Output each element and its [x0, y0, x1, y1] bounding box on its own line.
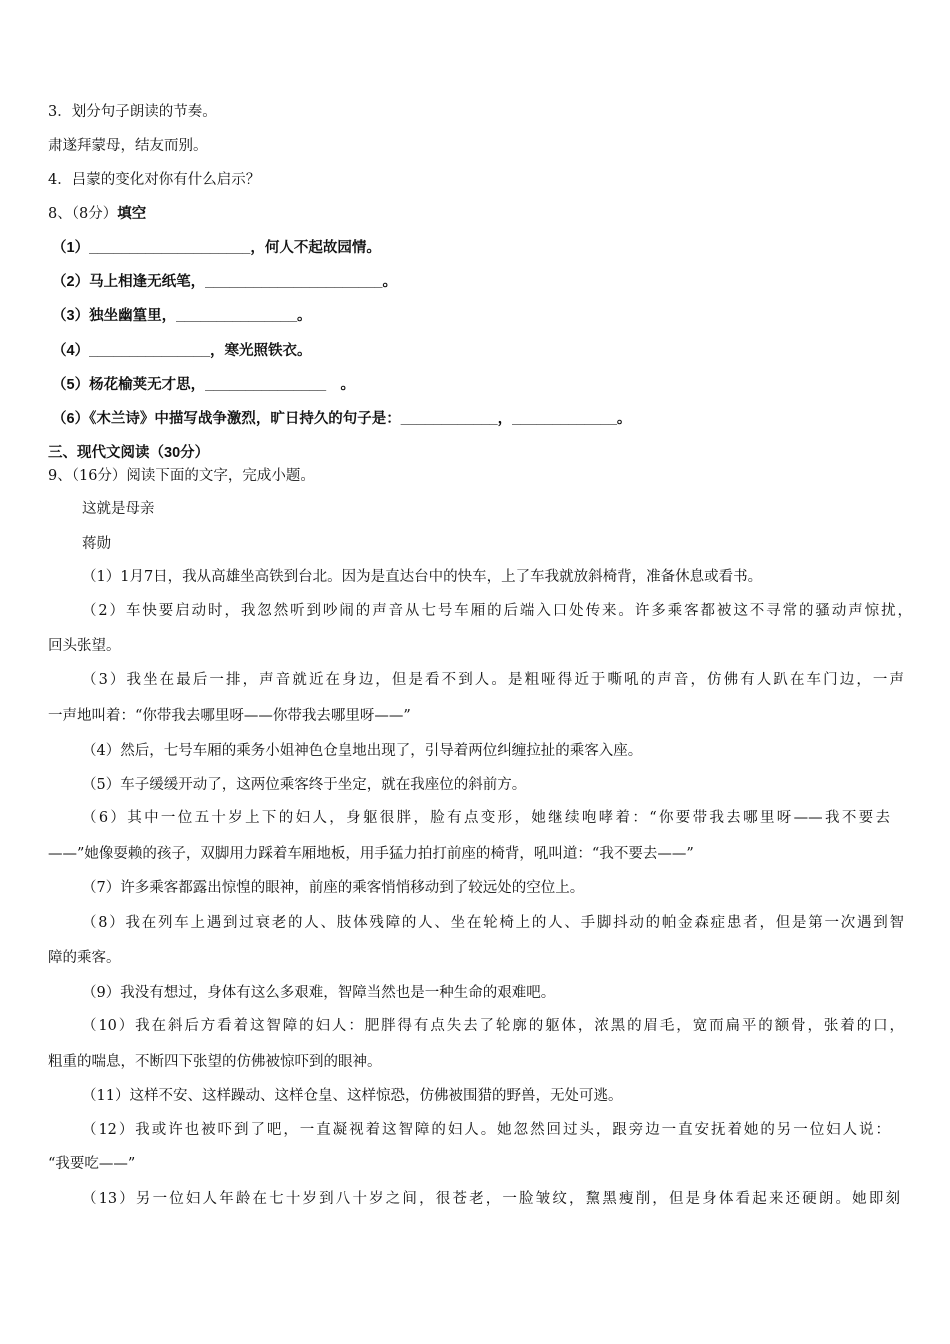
paragraph-line: 一声地叫着：“你带我去哪里呀——你带我去哪里呀——”: [48, 708, 411, 724]
q8-title: 填空: [117, 206, 147, 222]
paragraph-line: （13）另一位妇人年龄在七十岁到八十岁之间，很苍老，一脸皱纹，黧黑瘦削，但是身体看起来还硬朗。她即刻: [82, 1191, 900, 1207]
q9-intro: 9、（16分）阅读下面的文字，完成小题。: [48, 468, 315, 484]
article-title: 这就是母亲: [82, 501, 155, 517]
paragraph-line: ——”她像耍赖的孩子，双脚用力踩着车厢地板，用手猛力拍打前座的椅背，吼叫道：“我不要去——”: [48, 846, 694, 862]
q8-item-4: （4）_______________，寒光照铁衣。: [52, 343, 312, 359]
paragraph-line: （8）我在列车上遇到过衰老的人、肢体残障的人、坐在轮椅上的人、手脚抖动的帕金森症患者，但是第一次遇到智: [82, 915, 904, 931]
paragraph-line: （5）车子缓缓开动了，这两位乘客终于坐定，就在我座位的斜前方。: [82, 777, 527, 793]
q7-sub4: 4．吕蒙的变化对你有什么启示？: [48, 172, 261, 188]
q8-item-1: （1）____________________，何人不起故园情。: [52, 240, 381, 256]
paragraph-line: （4）然后，七号车厢的乘务小姐神色仓皇地出现了，引导着两位纠缠拉扯的乘客入座。: [82, 743, 643, 759]
q7-sub3-sentence: 肃遂拜蒙母，结友而别。: [48, 138, 208, 154]
q8-item-5: （5）杨花榆荚无才思，_______________ 。: [52, 377, 356, 393]
paragraph-line: （11）这样不安、这样躁动、这样仓皇、这样惊恐，仿佛被围猎的野兽，无处可逃。: [82, 1088, 623, 1104]
paragraph-line: （1）1月7日，我从高雄坐高铁到台北。因为是直达台中的快车，上了车我就放斜椅背，准备休息或看书。: [82, 569, 763, 585]
q8-item-2: （2）马上相逢无纸笔，______________________。: [52, 274, 397, 290]
q8-item-3: （3）独坐幽篁里，_______________。: [52, 308, 312, 324]
paragraph-line: （9）我没有想过，身体有这么多艰难，智障当然也是一种生命的艰难吧。: [82, 985, 556, 1001]
paragraph-line: （10）我在斜后方看着这智障的妇人：肥胖得有点失去了轮廓的躯体，浓黑的眉毛，宽而扁平的额骨，张着的口，: [82, 1018, 904, 1034]
article-author: 蒋勋: [82, 536, 111, 552]
q8-item-6: （6）《木兰诗》中描写战争激烈，旷日持久的句子是：____________，_____________。: [52, 411, 632, 427]
paragraph-line: （2）车快要启动时，我忽然听到吵闹的声音从七号车厢的后端入口处传来。许多乘客都被这不寻常的骚动声惊扰，: [82, 603, 912, 619]
paragraph-line: “我要吃——”: [48, 1156, 136, 1172]
paragraph-line: （3）我坐在最后一排，声音就近在身边，但是看不到人。是粗哑得近于嘶吼的声音，仿佛有人趴在车门边，一声: [82, 672, 904, 688]
section-heading: 三、现代文阅读（30分）: [48, 445, 210, 461]
paragraph-line: （12）我或许也被吓到了吧，一直凝视着这智障的妇人。她忽然回过头，跟旁边一直安抚着她的另一位妇人说：: [82, 1122, 890, 1138]
paragraph-line: （7）许多乘客都露出惊惶的眼神，前座的乘客悄悄移动到了较远处的空位上。: [82, 880, 585, 896]
q7-sub3: 3．划分句子朗读的节奏。: [48, 104, 217, 120]
paragraph-line: 回头张望。: [48, 638, 121, 654]
q8-number: 8、: [48, 206, 72, 222]
paragraph-line: 粗重的喘息，不断四下张望的仿佛被惊吓到的眼神。: [48, 1054, 382, 1070]
q8-score: （8分）: [71, 206, 118, 222]
q8-header: [48, 204, 146, 224]
paragraph-line: （6）其中一位五十岁上下的妇人，身躯很胖，脸有点变形，她继续咆哮着：“你要带我去哪里呀——我不要去: [82, 810, 890, 826]
paragraph-line: 障的乘客。: [48, 950, 121, 966]
